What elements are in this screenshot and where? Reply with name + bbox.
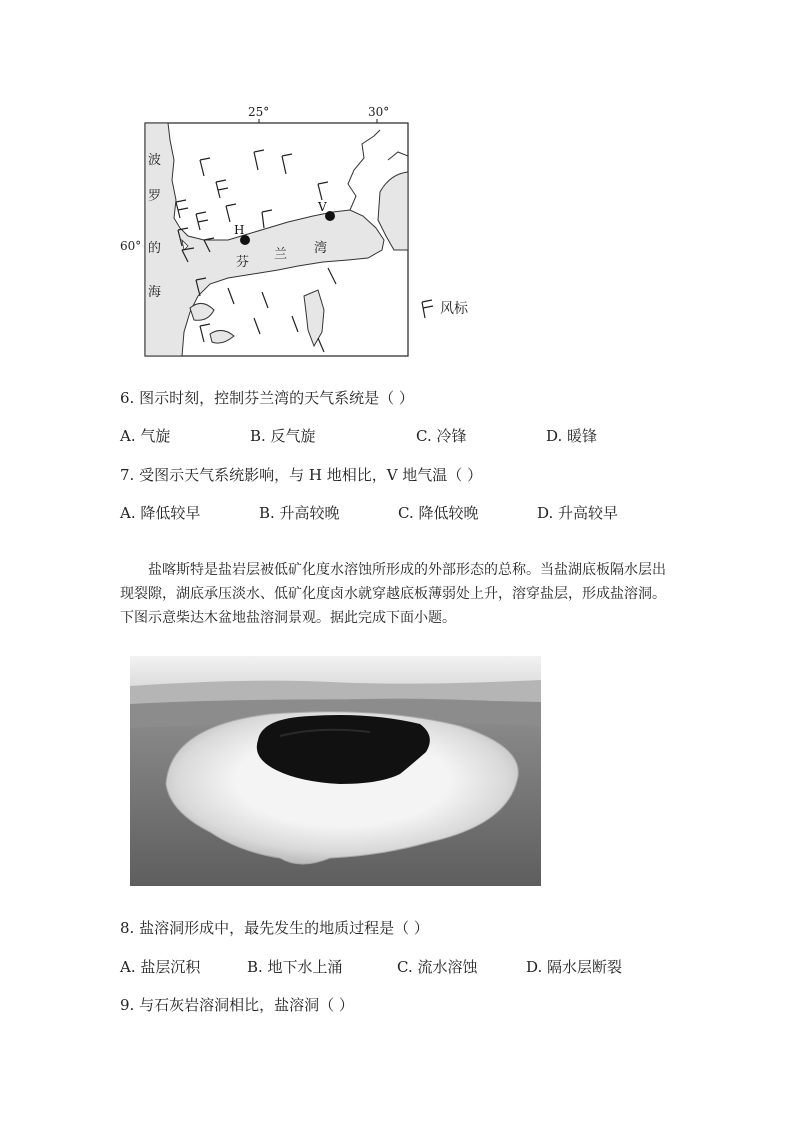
q6-option-a: A. 气旋 xyxy=(120,427,171,445)
salt-cave-photo xyxy=(130,656,541,886)
q6-option-c: C. 冷锋 xyxy=(416,427,467,445)
sea-label-4: 海 xyxy=(148,285,162,300)
q8-option-d: D. 隔水层断裂 xyxy=(526,958,623,976)
lon-25-label: 25° xyxy=(248,105,270,119)
q7-option-b: B. 升高较晚 xyxy=(259,504,340,522)
map-legend xyxy=(418,298,478,322)
q7-option-c: C. 降低较晚 xyxy=(398,504,479,522)
wind-map-figure xyxy=(118,100,418,362)
gulf-label-2: 兰 xyxy=(274,247,288,262)
sea-label-1: 波 xyxy=(148,153,162,168)
q7-option-d: D. 升高较早 xyxy=(537,504,619,522)
q6-option-d: D. 暖锋 xyxy=(546,427,598,445)
question-9: 9. 与石灰岩溶洞相比，盐溶洞（ ） xyxy=(120,996,354,1014)
q6-option-b: B. 反气旋 xyxy=(250,427,316,445)
question-6: 6. 图示时刻，控制芬兰湾的天气系统是（ ） xyxy=(120,389,414,407)
salt-cave-image xyxy=(130,656,541,886)
point-h-label: H xyxy=(234,223,245,237)
question-8: 8. 盐溶洞形成中，最先发生的地质过程是（ ） xyxy=(120,919,429,937)
point-v-label: V xyxy=(318,200,327,214)
gulf-of-finland-map xyxy=(118,100,418,362)
gulf-label-1: 芬 xyxy=(236,255,250,270)
sea-label-3: 的 xyxy=(148,241,162,256)
lon-30-label: 30° xyxy=(368,105,390,119)
q7-option-a: A. 降低较早 xyxy=(120,504,201,522)
q8-option-a: A. 盐层沉积 xyxy=(120,958,201,976)
q8-option-c: C. 流水溶蚀 xyxy=(397,958,478,976)
sea-label-2: 罗 xyxy=(148,189,162,204)
legend-label: 风标 xyxy=(440,301,468,317)
wind-barb-legend-icon xyxy=(418,298,434,320)
lat-60-label: 60° xyxy=(120,239,142,253)
q8-option-b: B. 地下水上涌 xyxy=(247,958,343,976)
passage-text: 盐喀斯特是盐岩层被低矿化度水溶蚀所形成的外部形态的总称。当盐湖底板隔水层出现裂隙，湖底承压淡水、低矿化度卤水就穿越底板薄弱处上升，溶穿盐层，形成盐溶洞。下图示意柴达木盆地盐溶洞景观。据此完成下面小题。 xyxy=(120,562,666,626)
gulf-label-3: 湾 xyxy=(314,241,328,256)
question-7: 7. 受图示天气系统影响，与 H 地相比，V 地气温（ ） xyxy=(120,466,483,484)
